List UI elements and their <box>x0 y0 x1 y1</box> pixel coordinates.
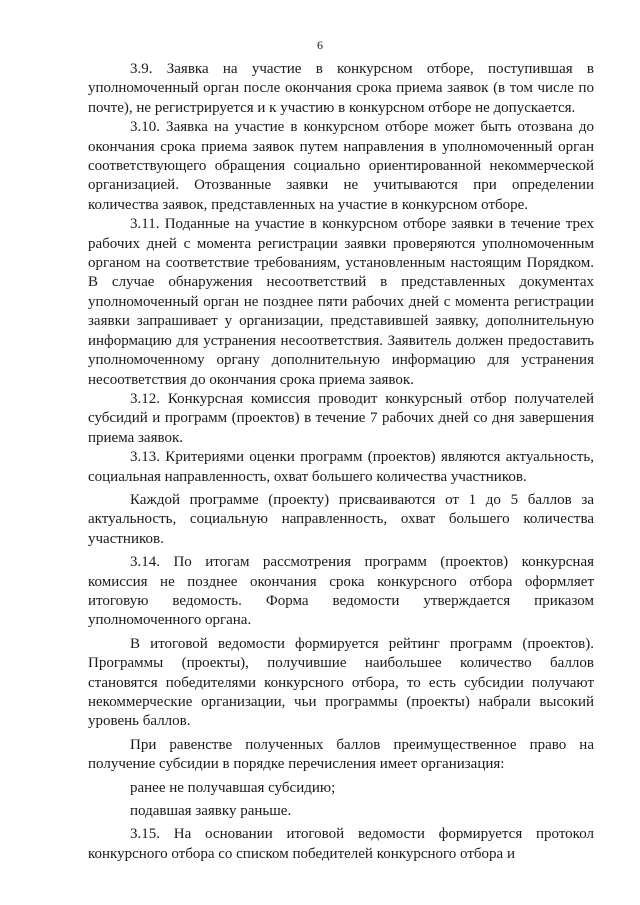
list-item-earlier-application: подавшая заявку раньше. <box>130 803 292 820</box>
paragraph-3-9: 3.9. Заявка на участие в конкурсном отборе, поступившая в уполномоченный орган после окончания срока приема заявок (в том числе по почте), не регистрируется и к участию в конкурсном отборе не допускается. <box>88 61 594 116</box>
paragraph-3-13: 3.13. Критериями оценки программ (проектов) являются актуальность, социальная направленность, охват большего количества участников. <box>88 449 594 485</box>
paragraph-3-14: 3.14. По итогам рассмотрения программ (проектов) конкурсная комиссия не позднее окончания срока конкурсного отбора оформляет итоговую ведомость. Форма ведомости утверждается приказом уполномоченного органа. <box>88 554 594 629</box>
list-item-no-prior-subsidy: ранее не получавшая субсидию; <box>130 779 336 796</box>
document-body <box>88 60 594 864</box>
paragraph-tie-rule: При равенстве полученных баллов преимущественное право на получение субсидии в порядке перечисления имеет организация: <box>88 736 594 773</box>
paragraph-3-12: 3.12. Конкурсная комиссия проводит конкурсный отбор получателей субсидий и программ (проектов) в течение 7 рабочих дней со дня завершения приема заявок. <box>88 390 594 446</box>
paragraph-3-11: 3.11. Поданные на участие в конкурсном отборе заявки в течение трех рабочих дней с момента регистрации заявки проверяются уполномоченным органом на соответствие требованиям, установленным настоящим Порядком. В случае обнаружения несоответствий в представленных документах уполномоченный орган не позднее пяти рабочих дней с момента регистрации заявки запрашивает у организации, представившей заявку, дополнительную информацию для устранения несоответствия. Заявитель должен предоставить уполномоченному органу дополнительную информацию для устранения несоответствия до окончания срока приема заявок. <box>88 216 594 388</box>
page-number: 6 <box>317 38 323 52</box>
paragraph-3-15: 3.15. На основании итоговой ведомости формируется протокол конкурсного отбора со списком победителей конкурсного отбора и <box>88 826 594 862</box>
paragraph-scoring: Каждой программе (проекту) присваиваются от 1 до 5 баллов за актуальность, социальную направленность, охват большего количества участников. <box>88 491 594 547</box>
paragraph-3-10: 3.10. Заявка на участие в конкурсном отборе может быть отозвана до окончания срока приема заявок путем направления в уполномоченный орган соответствующего обращения социально ориентированной некоммерческой организацией. Отозванные заявки не учитываются при определении количества заявок, представленных на участие в конкурсном отборе. <box>88 119 594 213</box>
paragraph-rating: В итоговой ведомости формируется рейтинг программ (проектов). Программы (проекты), получившие наибольшее количество баллов становятся победителями конкурсного отбора, то есть субсидии получают некоммерческие организации, чьи программы (проекты) набрали высокий уровень баллов. <box>88 635 594 730</box>
